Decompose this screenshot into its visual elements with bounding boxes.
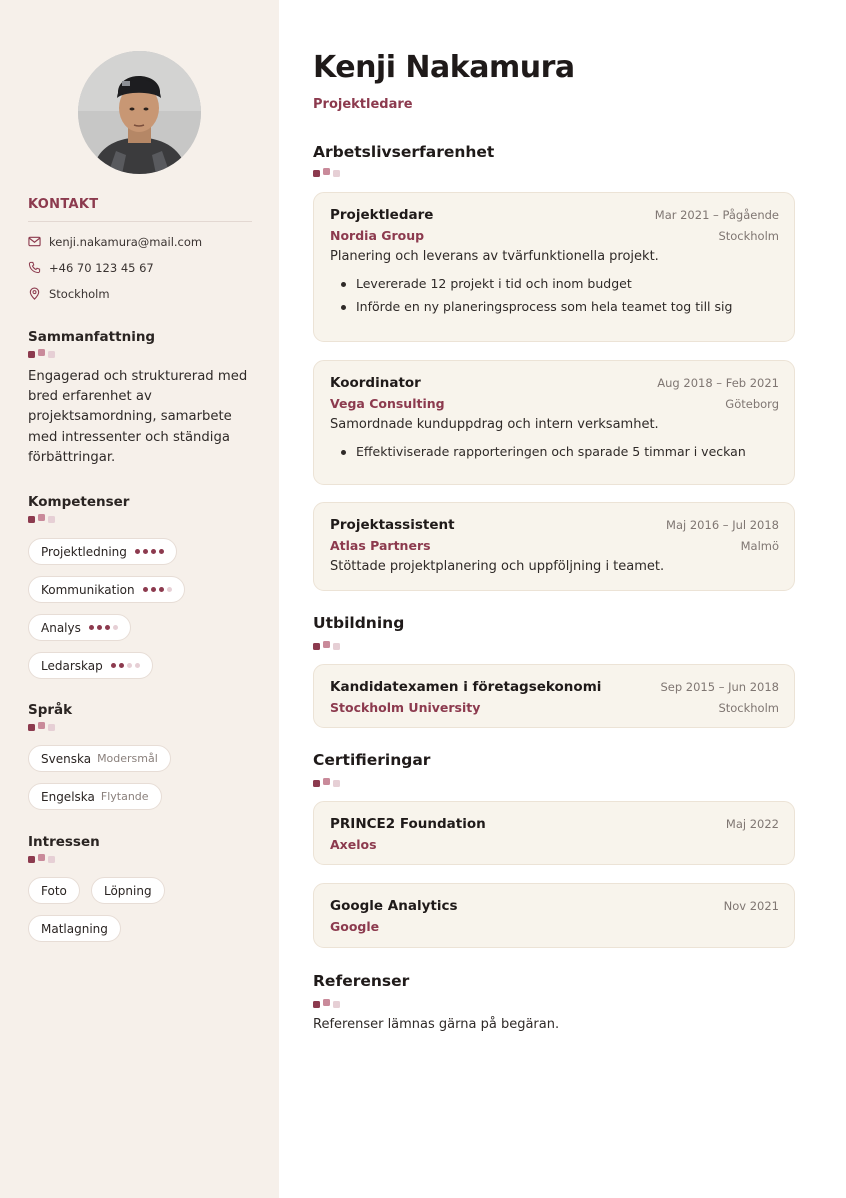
job-dates: Maj 2016 – Jul 2018 [666, 518, 779, 532]
education-card [313, 664, 795, 728]
candidate-name: Kenji Nakamura [313, 50, 575, 85]
avatar [78, 51, 201, 174]
job-company: Vega Consulting [330, 396, 445, 411]
skill-level-dots [143, 587, 172, 592]
skill-level-dots [111, 663, 140, 668]
job-location: Göteborg [725, 397, 779, 411]
job-company: Atlas Partners [330, 538, 431, 553]
job-title: Projektassistent [330, 517, 455, 533]
education-dates: Sep 2015 – Jun 2018 [660, 680, 779, 694]
section-accent-dots [28, 856, 252, 865]
contact-location [28, 286, 252, 302]
skill-chip [28, 538, 177, 565]
contact-email-text: kenji.nakamura@mail.com [49, 235, 203, 249]
experience-card [313, 192, 795, 342]
contact-location-text: Stockholm [49, 287, 110, 301]
skills-section [28, 494, 252, 525]
languages-section [28, 702, 252, 733]
education-heading: Utbildning [313, 614, 405, 632]
certification-title: PRINCE2 Foundation [330, 816, 486, 832]
section-accent-dots [28, 351, 252, 360]
skill-chip [28, 576, 185, 603]
contact-email[interactable] [28, 234, 252, 250]
job-dates: Mar 2021 – Pågående [654, 208, 779, 222]
profile-photo [78, 51, 201, 174]
certification-date: Nov 2021 [723, 899, 779, 913]
certification-date: Maj 2022 [725, 817, 779, 831]
contact-divider [28, 221, 252, 222]
job-description: Stöttade projektplanering och uppföljning i teamet. [330, 559, 665, 574]
skill-level-dots [135, 549, 164, 554]
job-location: Malmö [740, 539, 779, 553]
language-chip [28, 745, 171, 772]
language-level: Flytande [100, 790, 149, 803]
section-accent-dots [28, 724, 252, 733]
candidate-role: Projektledare [313, 97, 413, 112]
job-title: Projektledare [330, 207, 434, 223]
school-location: Stockholm [718, 701, 779, 715]
achievement-item: Levererade 12 projekt i tid och inom budget [340, 272, 779, 295]
summary-section [28, 329, 252, 468]
certification-issuer: Google [330, 919, 380, 934]
skill-label: Analys [41, 620, 81, 635]
section-accent-dots [313, 170, 340, 179]
section-accent-dots [313, 643, 340, 652]
summary-heading: Sammanfattning [28, 329, 156, 345]
job-title: Koordinator [330, 375, 421, 391]
skills-heading: Kompetenser [28, 494, 130, 510]
experience-card [313, 360, 795, 485]
achievement-item: Införde en ny planeringsprocess som hela teamet tog till sig [340, 295, 779, 318]
language-label: Engelska [41, 789, 95, 804]
contact-phone[interactable] [28, 260, 252, 276]
phone-icon [28, 261, 42, 275]
skill-chip [28, 614, 131, 641]
language-chip [28, 783, 162, 810]
language-level: Modersmål [97, 752, 158, 765]
location-pin-icon [28, 287, 42, 301]
job-achievements [330, 272, 779, 318]
job-location: Stockholm [718, 229, 779, 243]
contact-heading: KONTAKT [28, 197, 99, 212]
skill-list [28, 538, 252, 690]
experience-heading: Arbetslivserfarenhet [313, 143, 495, 161]
skill-label: Projektledning [41, 544, 127, 559]
summary-text: Engagerad och strukturerad med bred erfarenhet av projektsamordning, samarbete med intressenter och ständiga förbättringar. [28, 369, 248, 465]
section-accent-dots [28, 516, 252, 525]
job-description: Planering och leverans av tvärfunktionella projekt. [330, 249, 659, 264]
section-accent-dots [313, 1001, 340, 1010]
interests-section [28, 834, 252, 865]
achievement-item: Effektiviserade rapporteringen och sparade 5 timmar i veckan [340, 440, 779, 463]
references-text: Referenser lämnas gärna på begäran. [313, 1017, 560, 1032]
interest-chip: Foto [28, 877, 80, 904]
interest-list [28, 877, 252, 953]
job-achievements [330, 440, 779, 463]
certification-title: Google Analytics [330, 898, 458, 914]
language-label: Svenska [41, 751, 92, 766]
degree-title: Kandidatexamen i företagsekonomi [330, 679, 602, 695]
interests-heading: Intressen [28, 834, 100, 850]
references-heading: Referenser [313, 972, 410, 990]
section-accent-dots [313, 780, 340, 789]
certification-card [313, 801, 795, 865]
job-description: Samordnade kunduppdrag och intern verksamhet. [330, 417, 659, 432]
job-dates: Aug 2018 – Feb 2021 [657, 376, 779, 390]
skill-label: Kommunikation [41, 582, 135, 597]
mail-icon [28, 235, 42, 249]
language-list [28, 745, 252, 821]
certification-issuer: Axelos [330, 837, 377, 852]
certifications-heading: Certifieringar [313, 751, 431, 769]
job-company: Nordia Group [330, 228, 425, 243]
contact-phone-text: +46 70 123 45 67 [49, 261, 154, 275]
skill-chip [28, 652, 153, 679]
interest-chip: Matlagning [28, 915, 121, 942]
interest-chip: Löpning [91, 877, 165, 904]
school-name: Stockholm University [330, 700, 481, 715]
certification-card [313, 883, 795, 948]
languages-heading: Språk [28, 702, 73, 718]
skill-level-dots [89, 625, 118, 630]
experience-card [313, 502, 795, 591]
skill-label: Ledarskap [41, 658, 103, 673]
